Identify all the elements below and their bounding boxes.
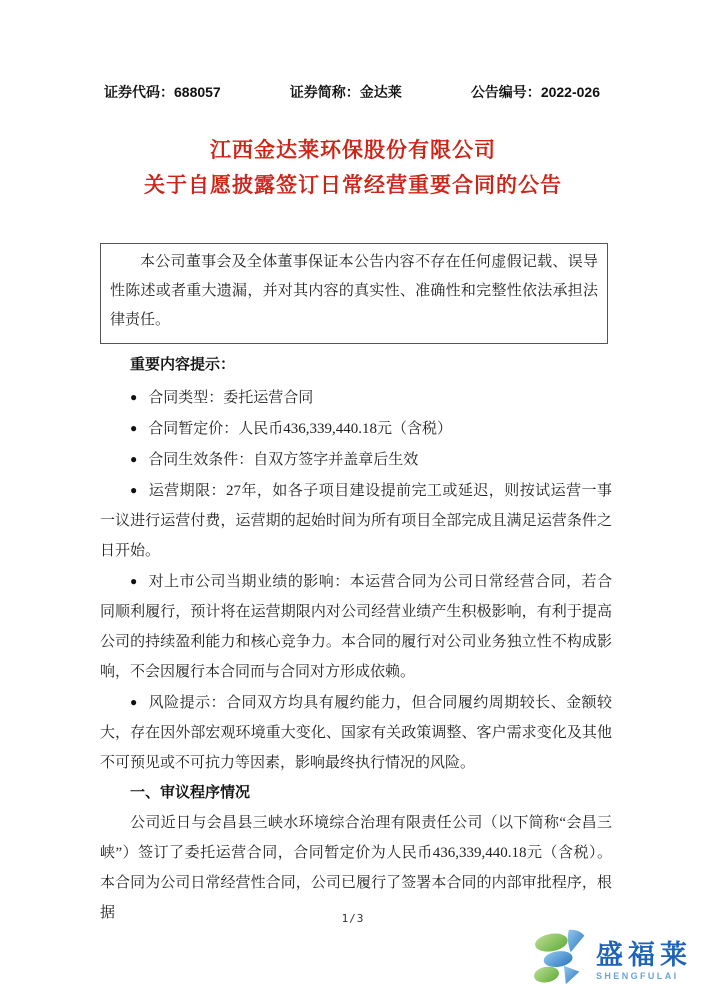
announcement-number-label: 公告编号： (470, 84, 541, 100)
shengfulai-watermark (531, 928, 692, 992)
disclaimer-box (100, 243, 608, 344)
logo-en-text: SHENGFULAI (596, 970, 679, 981)
section-1-paragraph: 公司近日与会昌县三峡水环境综合治理有限责任公司（以下简称“会昌三峡”）签订了委托运营合同，合同暂定价为人民币436,339,440.18元（含税）。本合同为公司日常经营性合同，公司已履行了签署本合同的内部审批程序，根据 (100, 815, 612, 921)
bullet-operation-term (100, 475, 612, 566)
bullet-text: 合同类型：委托运营合同 (148, 390, 314, 406)
bullet-icon: ● (130, 574, 138, 588)
page-title (0, 133, 706, 203)
bullet-text: 合同暂定价：人民币436,339,440.18元（含税） (148, 421, 453, 437)
page-number: 1/3 (341, 912, 365, 925)
bullet-text: 对上市公司当期业绩的影响：本运营合同为公司日常经营合同，若合同顺利履行，预计将在运营期限内对公司经营业绩产生积极影响，有利于提高公司的持续盈利能力和核心竞争力。本合同的履行对公司业务独立性不构成影响，不会因履行本合同而与合同对方形成依赖。 (100, 574, 612, 680)
stock-code-value: 688057 (174, 84, 221, 100)
title-line-1: 江西金达莱环保股份有限公司 (210, 139, 496, 162)
stock-code-label: 证券代码： (104, 84, 174, 100)
bullet-icon: ● (130, 452, 138, 466)
announcement-number (471, 82, 600, 102)
highlights-heading: 重要内容提示： (130, 356, 236, 373)
bullet-icon: ● (130, 695, 138, 709)
announcement-number-value: 2022-026 (540, 84, 600, 100)
bullet-contract-price (100, 413, 612, 444)
bullet-effective-condition (100, 444, 612, 475)
logo-cn-text: 盛福莱 (596, 939, 692, 970)
document-header (104, 82, 600, 102)
title-line-2: 关于自愿披露签订日常经营重要合同的公告 (144, 174, 562, 197)
bullet-icon: ● (130, 421, 138, 435)
disclaimer-text: 本公司董事会及全体董事保证本公告内容不存在任何虚假记载、误导性陈述或者重大遗漏，并对其内容的真实性、准确性和完整性依法承担法律责任。 (110, 254, 598, 328)
stock-name-value: 金达莱 (359, 84, 402, 100)
section-1-heading: 一、审议程序情况 (130, 784, 251, 801)
bullet-text: 合同生效条件：自双方签字并盖章后生效 (148, 452, 419, 468)
stock-name-label: 证券简称： (289, 84, 360, 100)
stock-code (104, 82, 221, 102)
bullet-risk-notice (100, 687, 612, 778)
document-body (100, 350, 612, 928)
bullet-performance-impact (100, 566, 612, 687)
bullet-contract-type (100, 382, 612, 413)
bullet-icon: ● (130, 483, 138, 497)
bullet-text: 运营期限：27年，如各子项目建设提前完工或延迟，则按试运营一事一议进行运营付费，运营期的起始时间为所有项目全部完成且满足运营条件之日开始。 (100, 483, 612, 559)
shengfulai-logo-mark-icon (531, 928, 593, 992)
bullet-icon: ● (130, 390, 138, 404)
logo-text (596, 940, 692, 981)
bullet-text: 风险提示：合同双方均具有履约能力，但合同履约周期较长、金额较大，存在因外部宏观环境重大变化、国家有关政策调整、客户需求变化及其他不可预见或不可抗力等因素，影响最终执行情况的风险。 (100, 695, 612, 771)
stock-name (290, 82, 402, 102)
